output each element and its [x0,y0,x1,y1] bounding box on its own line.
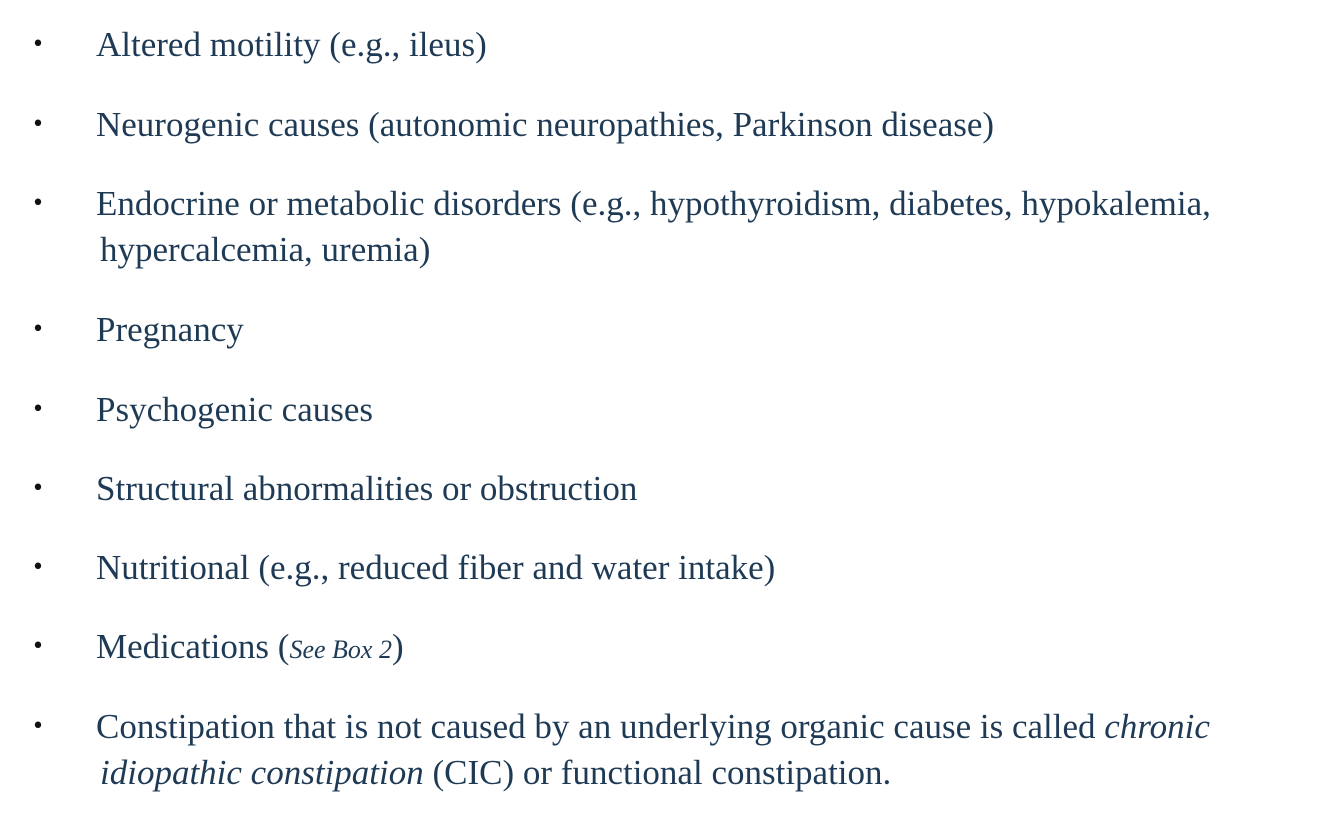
medications-label: Medications ( [96,627,290,666]
bullet-icon: • [31,32,45,57]
box-reference: See Box 2 [289,635,392,664]
bullet-icon: • [31,714,45,739]
bullet-icon: • [31,634,45,659]
bullet-icon: • [31,191,45,216]
list-item-text: Structural abnormalities or obstruction [96,469,638,508]
list-item-text: Psychogenic causes [96,390,374,429]
emphasis-term: idiopathic constipation [100,753,424,792]
bullet-icon: • [31,476,45,501]
emphasis-term: chronic [1104,707,1210,746]
list-item-text: Nutritional (e.g., reduced fiber and water intake) [96,548,776,587]
list-item-text-continuation [100,750,891,796]
list-item-text [96,624,404,673]
list-item-text-continuation: hypercalcemia, uremia) [100,230,431,269]
bullet-icon: • [31,397,45,422]
list-item-text [96,704,1210,750]
cic-sentence-start: Constipation that is not caused by an underlying organic cause is called [96,707,1105,746]
bullet-icon: • [31,555,45,580]
bullet-icon: • [31,317,45,342]
list-item-text: Altered motility (e.g., ileus) [96,25,487,64]
bullet-icon: • [31,112,45,137]
closing-paren: ) [391,627,404,666]
list-item-text: Pregnancy [96,310,244,349]
list-item-text: Endocrine or metabolic disorders (e.g., hypothyroidism, diabetes, hypokalemia, [96,184,1211,223]
list-item-text: Neurogenic causes (autonomic neuropathies, Parkinson disease) [96,105,995,144]
cic-sentence-end: (CIC) or functional constipation. [423,753,892,792]
